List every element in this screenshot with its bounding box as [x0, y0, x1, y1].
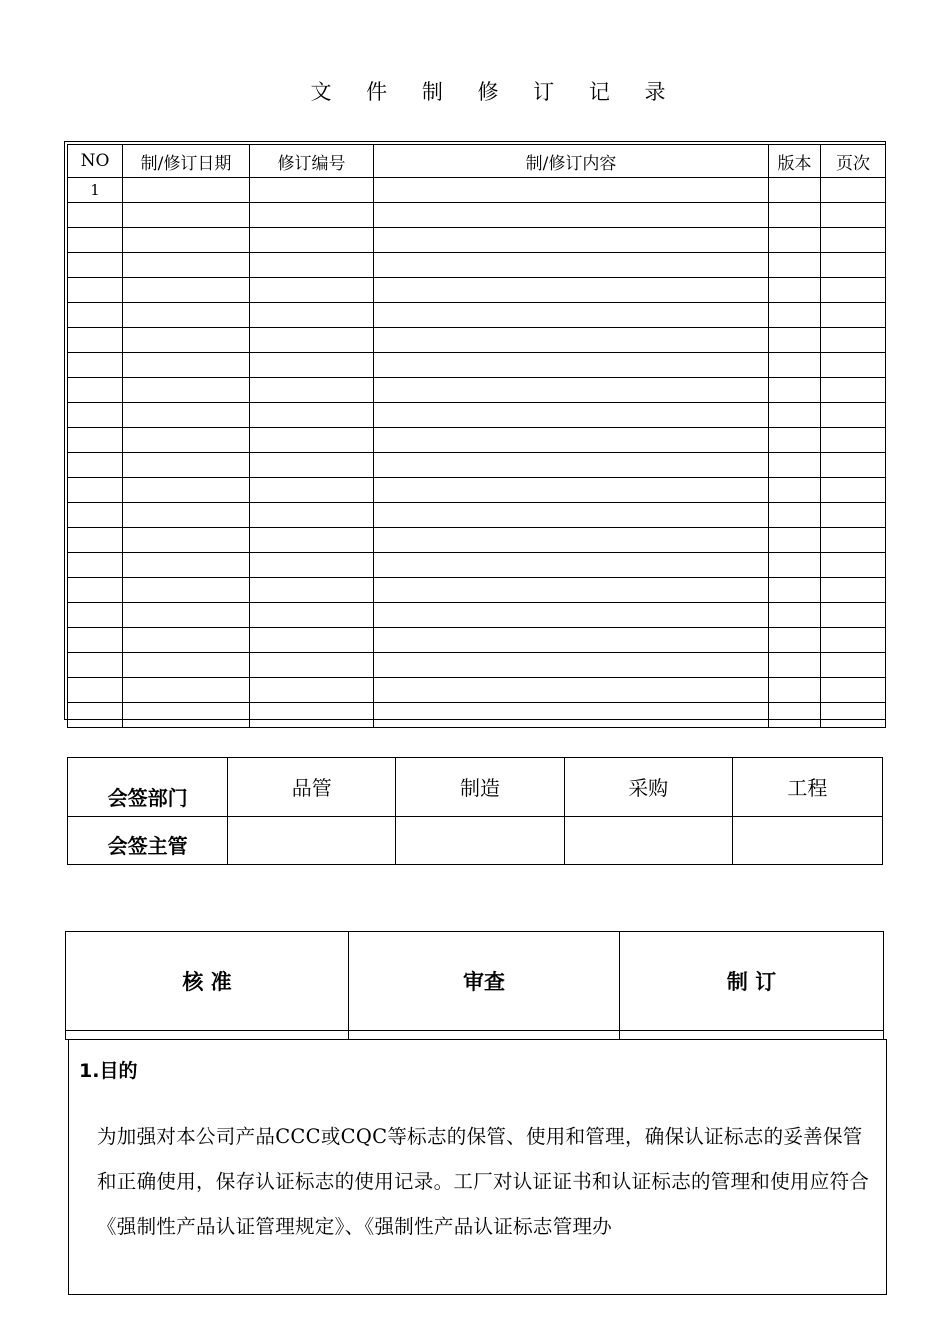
cell-revision-number: [250, 478, 374, 503]
cell-revision-content: [374, 653, 769, 678]
cell-revision-number: [250, 678, 374, 703]
cell-no: [68, 628, 123, 653]
cell-page: [821, 653, 886, 678]
cell-revision-number: [250, 603, 374, 628]
cell-version: [769, 603, 821, 628]
cell-page: [821, 278, 886, 303]
table-row: [68, 653, 886, 678]
header-version: 版本: [769, 145, 821, 178]
header-revision-content: 制/修订内容: [374, 145, 769, 178]
cell-page: [821, 203, 886, 228]
cell-page: [821, 578, 886, 603]
cell-revision-number: [250, 353, 374, 378]
cell-revision-date: [123, 503, 250, 528]
cell-revision-date: [123, 278, 250, 303]
approval-header-prepare: 制 订: [620, 932, 884, 1031]
table-row: [68, 203, 886, 228]
cell-no: [68, 478, 123, 503]
cell-no: 1: [68, 178, 123, 203]
cell-revision-content: [374, 278, 769, 303]
cell-version: [769, 503, 821, 528]
cell-no: [68, 303, 123, 328]
cell-revision-number: [250, 203, 374, 228]
cell-revision-content: [374, 203, 769, 228]
cell-version: [769, 178, 821, 203]
cell-revision-date: [123, 703, 250, 728]
cell-no: [68, 378, 123, 403]
table-row: [68, 578, 886, 603]
cell-revision-number: [250, 528, 374, 553]
cell-revision-content: [374, 253, 769, 278]
signature-cell-purchasing: [564, 817, 732, 865]
cell-no: [68, 578, 123, 603]
cell-revision-date: [123, 453, 250, 478]
cell-revision-date: [123, 303, 250, 328]
countersign-table: [67, 757, 883, 865]
table-row: [68, 278, 886, 303]
cell-revision-date: [123, 603, 250, 628]
dept-purchasing: 采购: [564, 758, 732, 817]
signature-cell-manufacturing: [396, 817, 564, 865]
cell-no: [68, 703, 123, 728]
cell-revision-date: [123, 578, 250, 603]
table-row: [68, 603, 886, 628]
cell-version: [769, 278, 821, 303]
cell-revision-content: [374, 378, 769, 403]
table-row: [68, 178, 886, 203]
cell-revision-date: [123, 478, 250, 503]
countersign-supervisor-label: 会签主管: [68, 817, 228, 865]
cell-no: [68, 353, 123, 378]
dept-manufacturing: 制造: [396, 758, 564, 817]
cell-version: [769, 403, 821, 428]
header-page: 页次: [821, 145, 886, 178]
cell-revision-content: [374, 578, 769, 603]
cell-revision-date: [123, 628, 250, 653]
cell-revision-number: [250, 628, 374, 653]
cell-version: [769, 578, 821, 603]
cell-revision-content: [374, 403, 769, 428]
cell-revision-content: [374, 428, 769, 453]
cell-version: [769, 353, 821, 378]
cell-version: [769, 428, 821, 453]
countersign-dept-row: [68, 758, 883, 817]
cell-revision-content: [374, 328, 769, 353]
purpose-section: [68, 1039, 887, 1295]
cell-version: [769, 203, 821, 228]
table-row: [68, 703, 886, 728]
approval-table: [65, 931, 884, 1040]
table-row: [68, 253, 886, 278]
cell-revision-content: [374, 503, 769, 528]
cell-revision-number: [250, 653, 374, 678]
cell-revision-date: [123, 528, 250, 553]
cell-revision-date: [123, 253, 250, 278]
cell-revision-number: [250, 253, 374, 278]
table-row: [68, 228, 886, 253]
cell-no: [68, 328, 123, 353]
cell-revision-date: [123, 653, 250, 678]
cell-revision-content: [374, 178, 769, 203]
cell-version: [769, 653, 821, 678]
countersign-dept-label: 会签部门: [68, 758, 228, 817]
cell-revision-content: [374, 603, 769, 628]
cell-revision-number: [250, 403, 374, 428]
table-row: [68, 503, 886, 528]
cell-revision-date: [123, 328, 250, 353]
cell-no: [68, 653, 123, 678]
cell-page: [821, 353, 886, 378]
cell-page: [821, 453, 886, 478]
cell-revision-number: [250, 378, 374, 403]
cell-page: [821, 253, 886, 278]
table-row: [68, 453, 886, 478]
cell-page: [821, 503, 886, 528]
cell-page: [821, 553, 886, 578]
cell-page: [821, 703, 886, 728]
cell-revision-content: [374, 353, 769, 378]
purpose-text: 为加强对本公司产品CCC或CQC等标志的保管、使用和管理，确保认证标志的妥善保管和正确使用，保存认证标志的使用记录。工厂对认证证书和认证标志的管理和使用应符合《强制性产品认证管理规定》、《强制性产品认证标志管理办: [97, 1125, 870, 1238]
cell-no: [68, 203, 123, 228]
cell-page: [821, 378, 886, 403]
cell-page: [821, 303, 886, 328]
cell-revision-content: [374, 703, 769, 728]
dept-engineering: 工程: [732, 758, 882, 817]
table-row: [68, 378, 886, 403]
cell-version: [769, 453, 821, 478]
cell-revision-number: [250, 428, 374, 453]
table-row: [68, 353, 886, 378]
cell-page: [821, 178, 886, 203]
cell-revision-number: [250, 553, 374, 578]
cell-revision-content: [374, 553, 769, 578]
cell-revision-number: [250, 278, 374, 303]
approval-header-row: [66, 932, 884, 1031]
header-revision-number: 修订编号: [250, 145, 374, 178]
revision-table-body: [68, 178, 886, 728]
cell-version: [769, 303, 821, 328]
table-row: [68, 403, 886, 428]
cell-version: [769, 228, 821, 253]
cell-revision-date: [123, 553, 250, 578]
cell-no: [68, 503, 123, 528]
cell-revision-number: [250, 703, 374, 728]
cell-page: [821, 528, 886, 553]
cell-page: [821, 628, 886, 653]
cell-version: [769, 328, 821, 353]
dept-quality: 品管: [228, 758, 396, 817]
revision-table-header: [68, 145, 886, 178]
cell-version: [769, 553, 821, 578]
cell-version: [769, 628, 821, 653]
header-no: NO: [68, 145, 123, 178]
cell-no: [68, 403, 123, 428]
cell-no: [68, 278, 123, 303]
cell-revision-date: [123, 353, 250, 378]
cell-revision-content: [374, 228, 769, 253]
cell-revision-number: [250, 328, 374, 353]
cell-page: [821, 678, 886, 703]
cell-revision-content: [374, 453, 769, 478]
cell-version: [769, 703, 821, 728]
table-row: [68, 528, 886, 553]
cell-revision-number: [250, 228, 374, 253]
cell-page: [821, 403, 886, 428]
cell-page: [821, 603, 886, 628]
cell-no: [68, 228, 123, 253]
table-row: [68, 553, 886, 578]
cell-page: [821, 478, 886, 503]
signature-cell-quality: [228, 817, 396, 865]
table-row: [68, 328, 886, 353]
cell-revision-date: [123, 678, 250, 703]
cell-page: [821, 328, 886, 353]
cell-no: [68, 553, 123, 578]
cell-version: [769, 253, 821, 278]
cell-revision-content: [374, 528, 769, 553]
cell-page: [821, 228, 886, 253]
cell-version: [769, 678, 821, 703]
cell-revision-date: [123, 403, 250, 428]
cell-revision-number: [250, 578, 374, 603]
table-row: [68, 628, 886, 653]
countersign-supervisor-row: [68, 817, 883, 865]
revision-record-frame: [64, 141, 886, 720]
cell-revision-date: [123, 378, 250, 403]
cell-no: [68, 678, 123, 703]
revision-record-table: [67, 144, 886, 728]
cell-no: [68, 528, 123, 553]
cell-no: [68, 253, 123, 278]
table-row: [68, 678, 886, 703]
cell-revision-content: [374, 628, 769, 653]
cell-no: [68, 603, 123, 628]
cell-revision-date: [123, 428, 250, 453]
cell-revision-content: [374, 303, 769, 328]
approval-header-approve: 核 准: [66, 932, 349, 1031]
table-row: [68, 478, 886, 503]
cell-version: [769, 378, 821, 403]
cell-page: [821, 428, 886, 453]
cell-revision-number: [250, 303, 374, 328]
cell-revision-date: [123, 178, 250, 203]
table-row: [68, 303, 886, 328]
cell-revision-date: [123, 228, 250, 253]
cell-revision-content: [374, 678, 769, 703]
page-title: 文 件 制 修 订 记 录: [310, 80, 680, 104]
cell-revision-number: [250, 178, 374, 203]
cell-revision-number: [250, 453, 374, 478]
cell-revision-number: [250, 503, 374, 528]
signature-cell-engineering: [732, 817, 882, 865]
cell-revision-date: [123, 203, 250, 228]
purpose-heading: 1.目的: [79, 1060, 138, 1082]
cell-revision-content: [374, 478, 769, 503]
approval-header-review: 审查: [349, 932, 620, 1031]
cell-version: [769, 528, 821, 553]
header-revision-date: 制/修订日期: [123, 145, 250, 178]
cell-no: [68, 453, 123, 478]
cell-version: [769, 478, 821, 503]
cell-no: [68, 428, 123, 453]
table-row: [68, 428, 886, 453]
